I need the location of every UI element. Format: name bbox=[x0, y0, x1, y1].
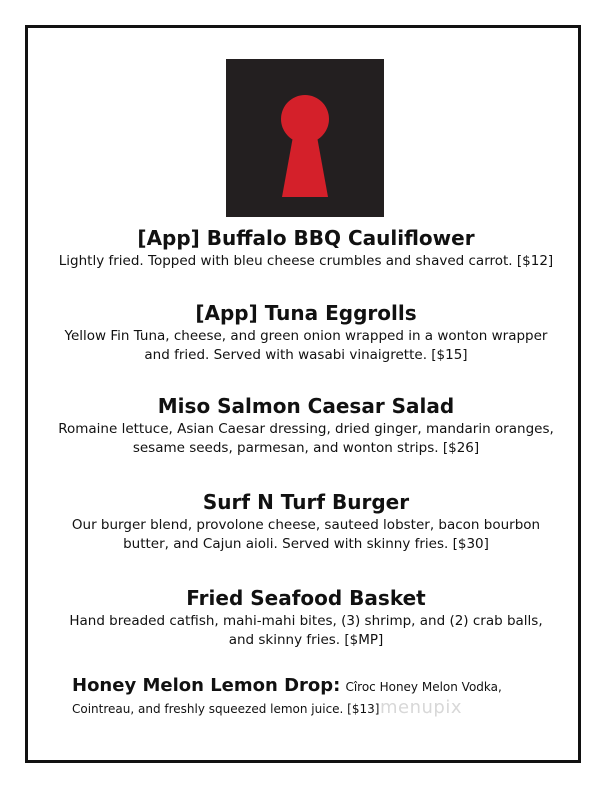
keyhole-logo bbox=[226, 59, 384, 217]
drink-title: Honey Melon Lemon Drop: bbox=[72, 675, 341, 696]
menu-item-title: Miso Salmon Caesar Salad bbox=[157, 394, 455, 418]
menu-item-miso-salmon-caesar-salad bbox=[58, 394, 554, 458]
menu-item-description: Romaine lettuce, Asian Caesar dressing, dried ginger, mandarin oranges, sesame seeds, parmesan, and wonton strips. [$26] bbox=[58, 421, 554, 456]
menu-item-title: [App] Tuna Eggrolls bbox=[195, 301, 417, 325]
menu-item-description: Our burger blend, provolone cheese, sauteed lobster, bacon bourbon butter, and Cajun aioli. Served with skinny fries. [$30] bbox=[71, 517, 541, 552]
keyhole-icon bbox=[226, 59, 384, 217]
menu-item-fried-seafood-basket bbox=[58, 586, 554, 650]
menu-item-title: Surf N Turf Burger bbox=[202, 490, 410, 514]
drink-special bbox=[72, 674, 552, 720]
menu-item-buffalo-bbq-cauliflower bbox=[58, 226, 554, 271]
menu-item-surf-n-turf-burger bbox=[58, 490, 554, 554]
watermark: menupix bbox=[380, 697, 463, 718]
menu-item-title: Fried Seafood Basket bbox=[186, 586, 426, 610]
menu-item-tuna-eggrolls bbox=[58, 301, 554, 365]
drink-description: Cîroc Honey Melon Vodka, Cointreau, and freshly squeezed lemon juice. [$13] bbox=[72, 680, 502, 716]
menu-item-description: Lightly fried. Topped with bleu cheese crumbles and shaved carrot. [$12] bbox=[58, 253, 554, 269]
menu-item-description: Hand breaded catfish, mahi-mahi bites, (3) shrimp, and (2) crab balls, and skinny fries. [$MP] bbox=[69, 613, 543, 648]
menu-item-description: Yellow Fin Tuna, cheese, and green onion wrapped in a wonton wrapper and fried. Served with wasabi vinaigrette. [$15] bbox=[64, 328, 548, 363]
menu-item-title: [App] Buffalo BBQ Cauliflower bbox=[137, 226, 475, 250]
